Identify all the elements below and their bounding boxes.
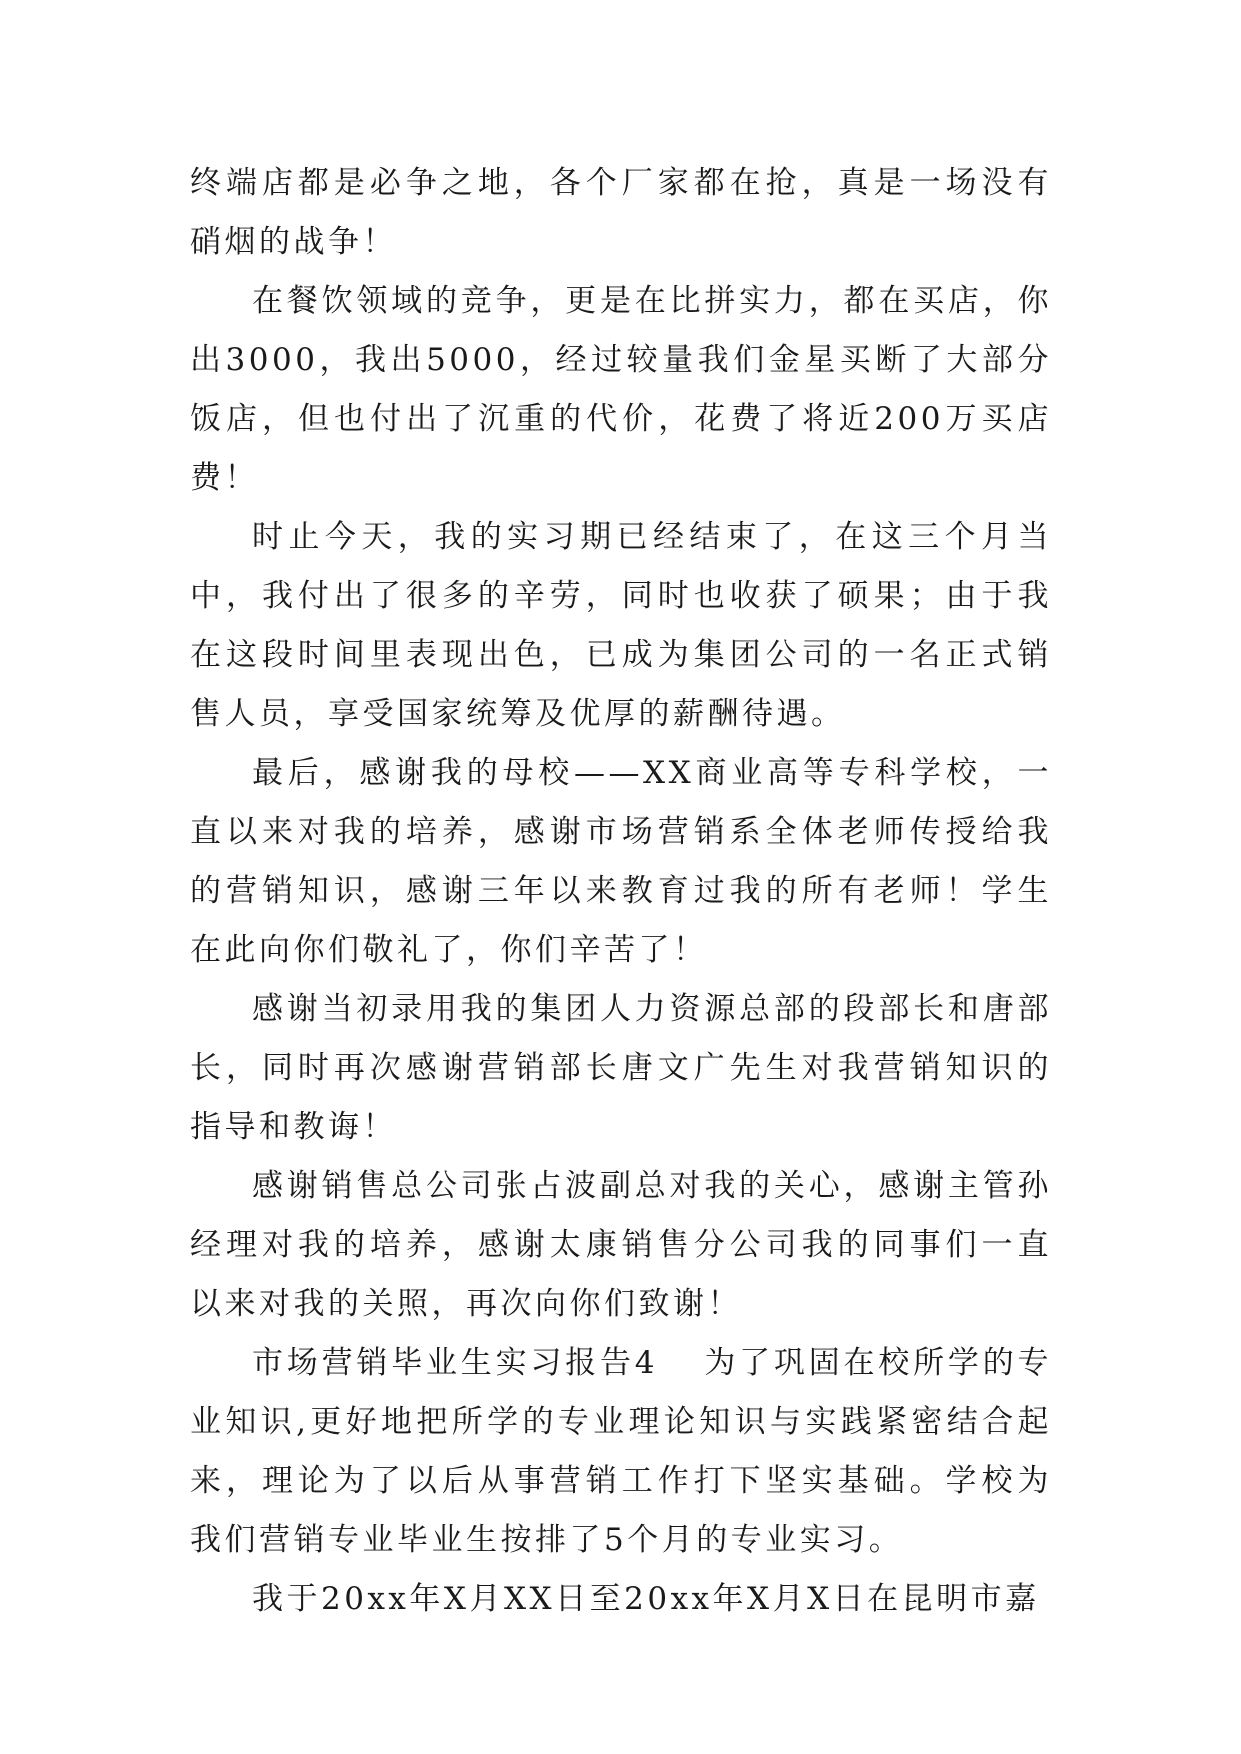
paragraph-internship-end: 时止今天，我的实习期已经结束了，在这三个月当中，我付出了很多的辛劳，同时也收获了硕果；由于我在这段时间里表现出色，已成为集团公司的一名正式销售人员，享受国家统筹及优厚的薪酬待遇。 bbox=[190, 519, 1052, 732]
paragraph-thanks-school: 最后，感谢我的母校——XX商业高等专科学校，一直以来对我的培养，感谢市场营销系全体老师传授给我的营销知识，感谢三年以来教育过我的所有老师！学生在此向你们敬礼了，你们辛苦了！ bbox=[190, 755, 1052, 968]
report-intro-text: 为了巩固在校所学的专业知识,更好地把所学的专业理论知识与实践紧密结合起来，理论为了以后从事营销工作打下坚实基础。学校为我们营销专业毕业生按排了5个月的专业实习。 bbox=[190, 1345, 1052, 1558]
paragraph-catering-competition: 在餐饮领域的竞争，更是在比拼实力，都在买店，你出3000，我出5000，经过较量我们金星买断了大部分饭店，但也付出了沉重的代价，花费了将近200万买店费！ bbox=[190, 283, 1052, 496]
paragraph-internship-period: 我于20xx年X月XX日至20xx年X月X日在昆明市嘉 bbox=[252, 1581, 1040, 1617]
report-heading: 市场营销毕业生实习报告4 bbox=[252, 1345, 659, 1381]
paragraph-report-4 bbox=[190, 1334, 1052, 1570]
paragraph-war-conclusion: 终端店都是必争之地，各个厂家都在抢，真是一场没有硝烟的战争！ bbox=[190, 165, 1052, 260]
paragraph-thanks-hr: 感谢当初录用我的集团人力资源总部的段部长和唐部长，同时再次感谢营销部长唐文广先生对我营销知识的指导和教诲！ bbox=[190, 991, 1052, 1145]
document-page bbox=[190, 154, 1052, 1629]
paragraph-thanks-colleagues: 感谢销售总公司张占波副总对我的关心，感谢主管孙经理对我的培养，感谢太康销售分公司我的同事们一直以来对我的关照，再次向你们致谢！ bbox=[190, 1168, 1052, 1322]
